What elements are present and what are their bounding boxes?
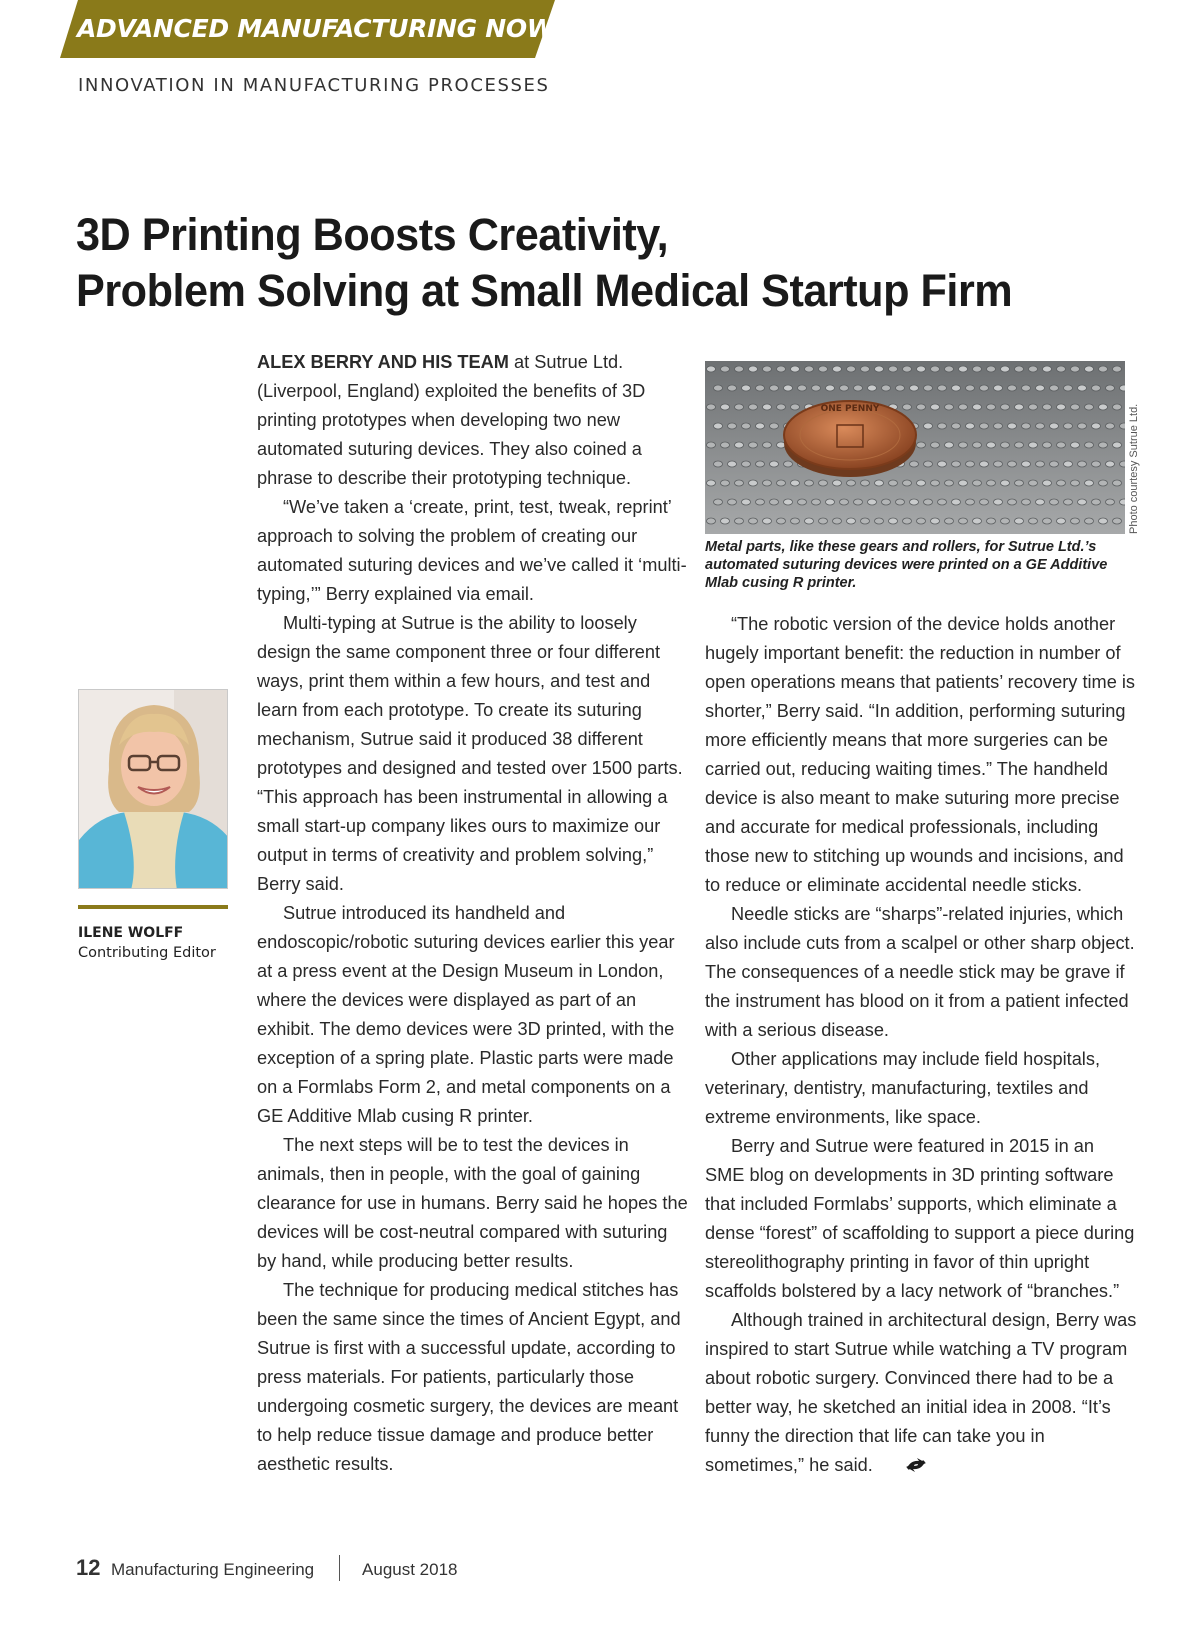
author-photo xyxy=(78,689,228,889)
page-number: 12 xyxy=(76,1555,101,1580)
body-paragraph: “We’ve taken a ‘create, print, test, tweak, reprint’ approach to solving the problem of creating our automated suturing devices and we’ve called it ‘multi-typing,’” Berry explained via email. xyxy=(257,497,687,604)
body-paragraph: Multi-typing at Sutrue is the ability to loosely design the same component three or four different ways, print them within a few hours, and test and learn from each prototype. To create its suturing mechanism, Sutrue said it produced 38 different prototypes and designed and tested over 1500 parts. “This approach has been instrumental in allowing a small start-up company likes ours to maximize our output in terms of creativity and problem solving,” Berry said. xyxy=(257,613,683,894)
body-paragraph: Sutrue introduced its handheld and endoscopic/robotic suturing devices earlier this year at a press event at the Design Museum in London, where the devices were displayed as part of an exhibit. The demo devices were 3D printed, with the exception of a spring plate. Plastic parts were made on a Formlabs Form 2, and metal components on a GE Additive Mlab cusing R printer. xyxy=(257,903,675,1126)
headline-line-1: 3D Printing Boosts Creativity, xyxy=(76,209,669,260)
photo-credit: Photo courtesy Sutrue Ltd. xyxy=(1128,403,1140,534)
paragraph-text: at Sutrue Ltd. (Liverpool, England) exploited the benefits of 3D printing prototypes when developing two new automated suturing devices. They also coined a phrase to describe their prototyping technique. xyxy=(257,352,646,488)
author-portrait-image xyxy=(79,690,228,889)
body-paragraph xyxy=(257,348,689,493)
coin-inscription: ONE PENNY xyxy=(820,404,880,414)
metal-parts-image xyxy=(705,361,1125,534)
article-column-left xyxy=(257,348,689,1479)
sme-end-mark-icon xyxy=(879,1452,927,1481)
footer-divider xyxy=(339,1555,340,1581)
page-footer xyxy=(76,1555,458,1581)
body-paragraph: Needle sticks are “sharps”-related injuries, which also include cuts from a scalpel or other sharp object. The consequences of a needle stick may be grave if the instrument has blood on it from a patient infected with a serious disease. xyxy=(705,904,1135,1040)
body-paragraph: The technique for producing medical stitches has been the same since the times of Ancient Egypt, and Sutrue is first with a successful update, according to press materials. For patients, particularly those undergoing cosmetic surgery, the devices are meant to help reduce tissue damage and produce better aesthetic results. xyxy=(257,1280,681,1474)
lead-in: ALEX BERRY AND HIS TEAM xyxy=(257,352,509,372)
author-role: Contributing Editor xyxy=(78,945,216,961)
body-paragraph: The next steps will be to test the devices in animals, then in people, with the goal of gaining clearance for use in humans. Berry said he hopes the devices will be cost-neutral compared with suturing by hand, while producing better results. xyxy=(257,1135,688,1271)
issue-date: August 2018 xyxy=(362,1560,458,1579)
article-column-right xyxy=(705,610,1137,1481)
article-photo xyxy=(705,361,1125,534)
headline-line-2: Problem Solving at Small Medical Startup Firm xyxy=(76,265,1013,316)
body-paragraph: Berry and Sutrue were featured in 2015 in an SME blog on developments in 3D printing software that included Formlabs’ supports, which eliminate a dense “forest” of scaffolding to support a piece during stereolithography printing in favor of thin upright scaffolds bolstered by a lacy network of “branches.” xyxy=(705,1136,1135,1301)
author-name: ILENE WOLFF xyxy=(78,925,184,941)
paragraph-text: Although trained in architectural design, Berry was inspired to start Sutrue while watching a TV program about robotic surgery. Convinced there had to be a better way, he sketched an initial idea in 2008. “It’s funny the direction that life can take you in sometimes,” he said. xyxy=(705,1310,1137,1475)
body-paragraph: “The robotic version of the device holds another hugely important benefit: the reduction in number of open operations means that patients’ recovery time is shorter,” Berry said. “In addition, performing suturing more efficiently means that more surgeries can be carried out, reducing waiting times.” The handheld device is also meant to make suturing more precise and accurate for medical professionals, including those new to stitching up wounds and incisions, and to reduce or eliminate accidental needle sticks. xyxy=(705,614,1135,895)
article-headline xyxy=(76,207,1113,319)
body-paragraph xyxy=(705,1306,1137,1481)
author-divider xyxy=(78,905,228,909)
body-paragraph: Other applications may include field hospitals, veterinary, dentistry, manufacturing, textiles and extreme environments, like space. xyxy=(705,1049,1100,1127)
section-subtitle: INNOVATION IN MANUFACTURING PROCESSES xyxy=(78,75,550,96)
photo-caption: Metal parts, like these gears and rollers, for Sutrue Ltd.’s automated suturing devices were printed on a GE Additive Mlab cusing R printer. xyxy=(705,539,1108,591)
section-banner-title: ADVANCED MANUFACTURING NOW xyxy=(77,14,555,43)
magazine-name: Manufacturing Engineering xyxy=(110,1560,315,1579)
